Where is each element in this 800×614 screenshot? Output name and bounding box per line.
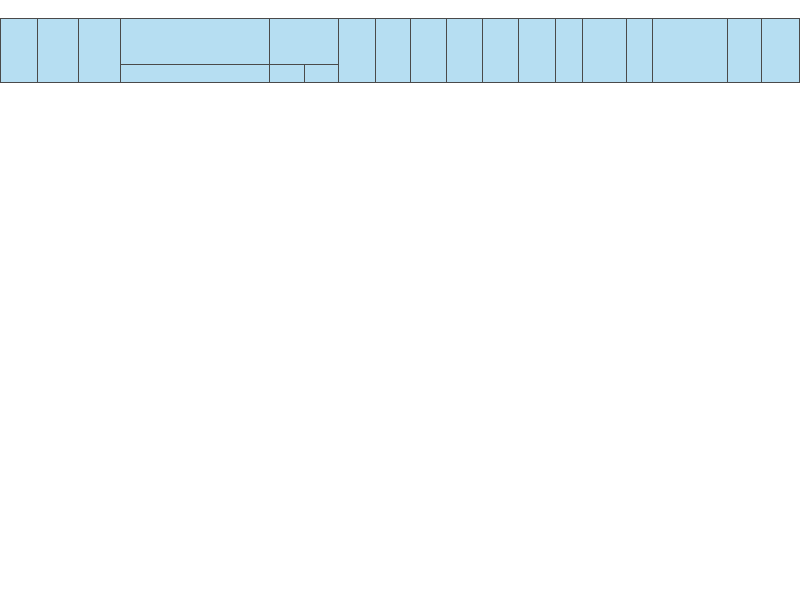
col-header-grease — [761, 19, 799, 83]
coupling-spec-table — [0, 18, 800, 83]
col-header-speed — [79, 19, 121, 83]
col-subheader-jz-type — [305, 65, 339, 83]
col-header-D2 — [411, 19, 446, 83]
col-header-B1 — [482, 19, 518, 83]
col-header-torque — [38, 19, 79, 83]
col-subheader-diameters — [121, 65, 270, 83]
col-header-C1 — [583, 19, 627, 83]
col-header-D — [339, 19, 376, 83]
col-header-inertia — [653, 19, 727, 83]
col-subheader-y-type — [269, 65, 304, 83]
col-header-model — [1, 19, 38, 83]
col-header-e — [627, 19, 653, 83]
col-header-D1 — [376, 19, 411, 83]
col-header-weight — [727, 19, 761, 83]
col-header-shaft-diameters — [121, 19, 270, 65]
col-header-C — [555, 19, 582, 83]
page-title — [0, 0, 800, 18]
col-header-A1 — [518, 19, 555, 83]
table-header — [1, 19, 800, 83]
col-header-D3 — [446, 19, 482, 83]
col-header-hole-length — [269, 19, 338, 65]
